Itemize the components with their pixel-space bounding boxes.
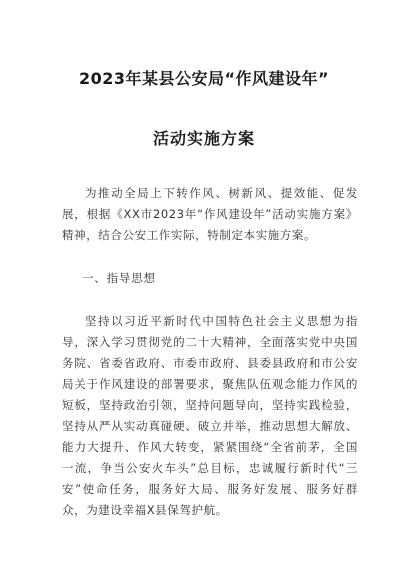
section-body-guiding-ideology: 坚持以习近平新时代中国特色社会主义思想为指导，深入学习贯彻党的二十大精神，全面落实党中央国务院、省委省政府、市委市政府、县委县政府和市公安局关于作风建设的部署要求，聚焦队伍观念能力作风的短板，坚持政治引领，坚持问题导向，坚持实践检验，坚持从严从实动真碰硬、破立并举，推动思想大解放、能力大提升、作风大转变，紧紧围绕“全省前茅，全国一流，争当公安火车头”总目标，忠诚履行新时代“三安”使命任务，服务好大局、服务好发展、服务好群众，为建设幸福X县保驾护航。 [62, 314, 358, 517]
intro-paragraph: 为推动全局上下转作风、树新风、提效能、促发展，根据《XX市2023年“作风建设年”活动实施方案》精神，结合公安工作实际，特制定本实施方案。 [62, 186, 358, 242]
document-subtitle: 活动实施方案 [152, 129, 255, 148]
section-heading-guiding-ideology: 一、指导思想 [82, 271, 156, 285]
document-title: 2023年某县公安局“作风建设年” [78, 69, 330, 88]
